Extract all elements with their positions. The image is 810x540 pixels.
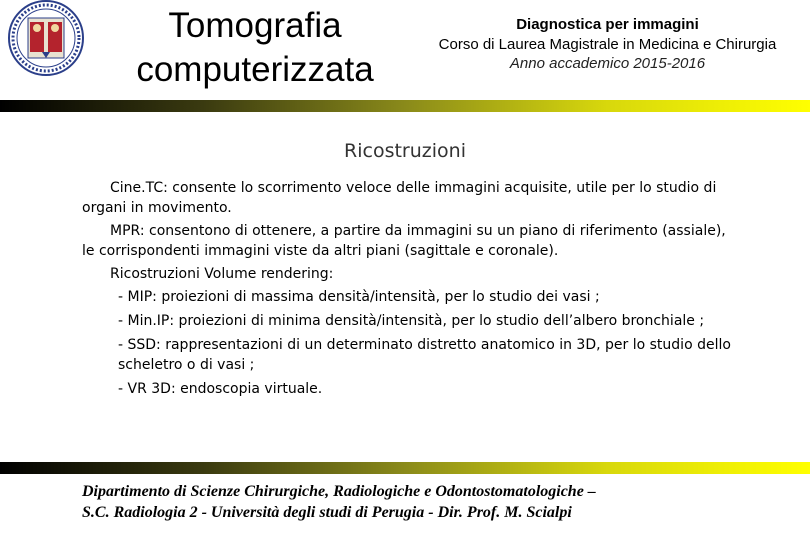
paragraph-volume-rendering bbox=[82, 264, 732, 284]
term-volume-rendering: Ricostruzioni Volume rendering bbox=[110, 266, 329, 282]
paragraph-cine-tc bbox=[82, 178, 732, 218]
course-name: Corso di Laurea Magistrale in Medicina e Chirurgia bbox=[438, 36, 777, 53]
text-volume-rendering: : bbox=[328, 266, 334, 282]
course-title: Diagnostica per immagini bbox=[516, 16, 699, 33]
text-mpr: : consentono di ottenere, a partire da immagini su un piano di riferimento (assiale), le corrispondenti immagini viste da altri piani (sagittale e coronale). bbox=[82, 223, 726, 259]
title-line-1: Tomografia bbox=[168, 6, 342, 45]
text-cine-tc: : consente lo scorrimento veloce delle immagini acquisite, utile per lo studio di organi in movimento. bbox=[82, 180, 717, 216]
university-seal-logo bbox=[6, 0, 86, 80]
course-header bbox=[405, 14, 810, 74]
term-cine-tc: Cine.TC bbox=[110, 180, 164, 196]
title-line-2: computerizzata bbox=[136, 50, 374, 89]
top-gradient-bar bbox=[0, 100, 810, 112]
footer-line-1: Dipartimento di Scienze Chirurgiche, Radiologiche e Odontostomatologiche – bbox=[82, 483, 596, 500]
term-mpr: MPR bbox=[110, 223, 140, 239]
section-title: Ricostruzioni bbox=[344, 140, 466, 162]
list-item-vr3d: - VR 3D: endoscopia virtuale. bbox=[118, 381, 323, 397]
list-item-mip: - MIP: proiezioni di massima densità/intensità, per lo studio dei vasi ; bbox=[118, 289, 600, 305]
list-item-minip: - Min.IP: proiezioni di minima densità/intensità, per lo studio dell’albero bronchiale ; bbox=[118, 313, 705, 329]
academic-year: Anno accademico 2015-2016 bbox=[509, 55, 706, 72]
list-item-ssd: - SSD: rappresentazioni di un determinato distretto anatomico in 3D, per lo studio dello scheletro o di vasi ; bbox=[118, 337, 731, 373]
presentation-title bbox=[100, 4, 410, 92]
slide-body bbox=[82, 178, 732, 403]
footer-line-2: S.C. Radiologia 2 - Università degli studi di Perugia - Dir. Prof. M. Scialpi bbox=[82, 504, 572, 521]
bottom-gradient-bar bbox=[0, 462, 810, 474]
footer bbox=[82, 481, 802, 523]
paragraph-mpr bbox=[82, 221, 732, 261]
